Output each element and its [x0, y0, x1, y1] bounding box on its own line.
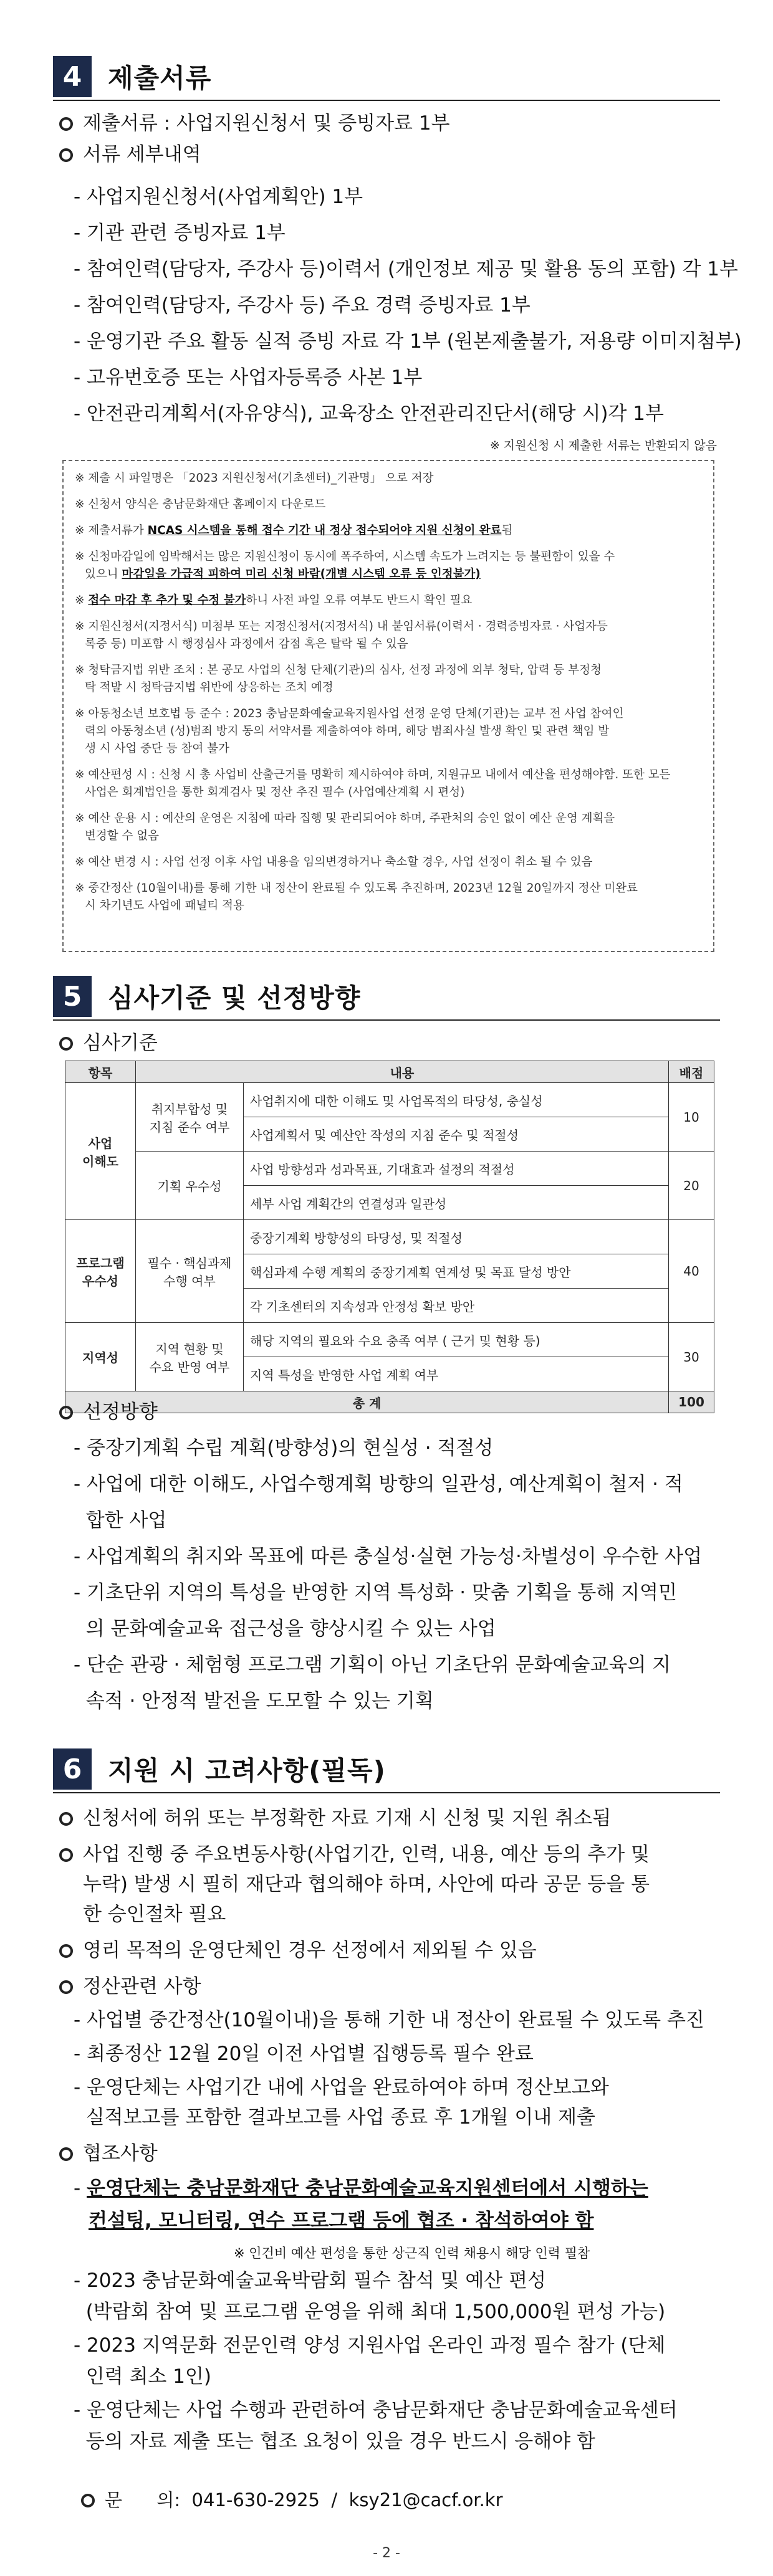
bullet-item: 정산관련 사항	[59, 1974, 201, 1999]
section-6-header	[53, 1748, 386, 1790]
sub-cell: 필수 · 핵심과제 수행 여부	[136, 1220, 244, 1323]
circle-bullet-icon	[59, 2147, 73, 2161]
list-item: - 2023 지역문화 전문인력 양성 지원사업 온라인 과정 필수 참가 (단체	[74, 2334, 666, 2357]
section-4-header	[53, 56, 211, 97]
section-divider	[53, 1019, 720, 1021]
note-line: ※ 중간정산 (10월이내)를 통해 기한 내 정산이 완료될 수 있도록 추진하며, 2023년 12월 20일까지 정산 미완료	[75, 882, 638, 895]
score-cell: 30	[669, 1323, 714, 1391]
list-item: 인력 최소 1인)	[74, 2365, 211, 2388]
circle-bullet-icon	[59, 1406, 73, 1419]
list-item: 합한 사업	[74, 1509, 167, 1532]
section-number: 4	[53, 56, 92, 97]
list-item: - 단순 관광 · 체험형 프로그램 기획이 아닌 기초단위 문화예술교육의 지	[74, 1654, 671, 1676]
section-divider	[53, 100, 720, 101]
list-item: (박람회 참여 및 프로그램 운영을 위해 최대 1,500,000원 편성 가능)	[74, 2301, 666, 2323]
note-line: ※ 지원신청서(지정서식) 미첨부 또는 지정신청서(지정서식) 내 붙임서류(이력서 · 경력증빙자료 · 사업자등	[75, 620, 608, 633]
sub-cell: 기획 우수성	[136, 1152, 244, 1220]
list-item: 컨설팅, 모니터링, 연수 프로그램 등에 협조 · 참석하여야 함	[89, 2210, 594, 2232]
notes-box	[62, 460, 714, 952]
list-item: - 운영단체는 사업기간 내에 사업을 완료하여야 하며 정산보고와	[74, 2076, 609, 2099]
bullet-item: 신청서에 허위 또는 부정확한 자료 기재 시 신청 및 지원 취소됨	[59, 1806, 611, 1831]
bullet-item: 영리 목적의 운영단체인 경우 선정에서 제외될 수 있음	[59, 1938, 537, 1963]
list-item: - 운영단체는 충남문화재단 충남문화예술교육지원센터에서 시행하는	[74, 2177, 648, 2200]
note-line: ※ 신청마감일에 임박해서는 많은 지원신청이 동시에 폭주하여, 시스템 속도가 느려지는 등 불편함이 있을 수	[75, 550, 615, 563]
circle-bullet-icon	[59, 1037, 73, 1051]
circle-bullet-icon	[81, 2494, 95, 2507]
contact-line: 문 의: 041-630-2925 / ksy21@cacf.or.kr	[81, 2488, 503, 2512]
list-item: - 기초단위 지역의 특성을 반영한 지역 특성화 · 맞춤 기획을 통해 지역민	[74, 1581, 677, 1604]
note-line: ※ 예산 변경 시 : 사업 선정 이후 사업 내용을 임의변경하거나 축소할 경우, 사업 선정이 취소 될 수 있음	[75, 856, 593, 869]
bullet-item-cont: 누락) 발생 시 필히 재단과 협의해야 하며, 사안에 따라 공문 등을 통	[83, 1873, 650, 1896]
note-line: 생 시 사업 중단 등 참여 불가	[85, 742, 229, 755]
list-item: - 운영단체는 사업 수행과 관련하여 충남문화재단 충남문화예술교육센터	[74, 2399, 678, 2421]
list-item: - 참여인력(담당자, 주강사 등) 주요 경력 증빙자료 1부	[74, 294, 531, 317]
bullet-item: 선정방향	[59, 1400, 158, 1424]
bullet-item: 심사기준	[59, 1031, 158, 1056]
table-total-row	[65, 1391, 714, 1413]
note-line: ※ 신청서 양식은 충남문화재단 홈페이지 다운로드	[75, 498, 326, 511]
bullet-item: 사업 진행 중 주요변동사항(사업기간, 인력, 내용, 예산 등의 추가 및	[59, 1842, 650, 1867]
list-item: 속적 · 안정적 발전을 도모할 수 있는 기획	[74, 1690, 434, 1712]
list-item: - 사업별 중간정산(10월이내)을 통해 기한 내 정산이 완료될 수 있도록 추진	[74, 2009, 704, 2031]
list-note: ※ 인건비 예산 편성을 통한 상근직 인력 채용시 해당 인력 필참	[234, 2246, 590, 2261]
list-item: 의 문화예술교육 접근성을 향상시킬 수 있는 사업	[74, 1618, 496, 1640]
circle-bullet-icon	[59, 1848, 73, 1862]
score-cell: 20	[669, 1152, 714, 1220]
bullet-item: 협조사항	[59, 2141, 158, 2166]
circle-bullet-icon	[59, 117, 73, 131]
note-line: 탁 적발 시 청탁금지법 위반에 상응하는 조치 예정	[85, 681, 334, 694]
note-line: ※ 예산편성 시 : 신청 시 총 사업비 산출근거를 명확히 제시하여야 하며, 지원규모 내에서 예산을 편성해야함. 또한 모든	[75, 768, 671, 781]
column-header: 배점	[669, 1061, 714, 1083]
list-item: - 최종정산 12월 20일 이전 사업별 집행등록 필수 완료	[74, 2043, 534, 2065]
section-5-header	[53, 976, 360, 1017]
list-item: - 안전관리계획서(자유양식), 교육장소 안전관리진단서(해당 시)각 1부	[74, 403, 664, 425]
list-item: - 참여인력(담당자, 주강사 등)이력서 (개인정보 제공 및 활용 동의 포함) 각 1부	[74, 258, 738, 280]
note-line: ※ 예산 운용 시 : 예산의 운영은 지침에 따라 집행 및 관리되어야 하며, 주관처의 승인 없이 예산 운영 계획을	[75, 812, 615, 825]
section-title: 심사기준 및 선정방향	[108, 983, 361, 1013]
item-cell: 사업 방향성과 성과목표, 기대효과 설정의 적절성	[244, 1152, 669, 1186]
list-item: - 운영기관 주요 활동 실적 증빙 자료 각 1부 (원본제출불가, 저용량 이미지첨부)	[74, 330, 742, 353]
table-row	[65, 1323, 714, 1357]
note-line: 시 차기년도 사업에 패널티 적용	[85, 899, 244, 912]
bullet-item: 서류 세부내역	[59, 142, 201, 167]
column-header: 내용	[136, 1061, 669, 1083]
sub-cell: 지역 현황 및 수요 반영 여부	[136, 1323, 244, 1391]
column-header: 항목	[65, 1061, 136, 1083]
list-item: - 중장기계획 수립 계획(방향성)의 현실성 · 적절성	[74, 1437, 494, 1459]
table-row	[65, 1220, 714, 1254]
note-line: 록증 등) 미포함 시 행정심사 과정에서 감점 혹은 탈락 될 수 있음	[85, 637, 408, 651]
section-title: 제출서류	[108, 63, 212, 93]
bullet-item: 제출서류 : 사업지원신청서 및 증빙자료 1부	[59, 111, 450, 136]
list-item: - 기관 관련 증빙자료 1부	[74, 222, 286, 244]
note-line: 력의 아동청소년 (성)범죄 방지 동의 서약서를 제출하여야 하며, 해당 범죄사실 발생 확인 및 관련 책임 발	[85, 725, 610, 738]
group-cell: 지역성	[65, 1323, 136, 1391]
item-cell: 사업계획서 및 예산안 작성의 지침 준수 및 적절성	[244, 1117, 669, 1152]
note-line: 변경할 수 없음	[85, 829, 159, 842]
return-note: ※ 지원신청 시 제출한 서류는 반환되지 않음	[489, 439, 717, 452]
note-line: 있으니 마감일을 가급적 피하여 미리 신청 바람(개별 시스템 오류 등 인정불가)	[85, 568, 481, 581]
total-label: 총 계	[65, 1391, 669, 1413]
score-cell: 10	[669, 1083, 714, 1152]
list-item: - 사업에 대한 이해도, 사업수행계획 방향의 일관성, 예산계획이 철저 · 적	[74, 1473, 683, 1496]
list-item: 등의 자료 제출 또는 협조 요청이 있을 경우 반드시 응해야 함	[74, 2430, 595, 2453]
list-item: - 사업계획의 취지와 목표에 따른 충실성·실현 가능성·차별성이 우수한 사업	[74, 1545, 703, 1568]
circle-bullet-icon	[59, 1812, 73, 1826]
criteria-table	[65, 1061, 714, 1413]
list-item: 실적보고를 포함한 결과보고를 사업 종료 후 1개월 이내 제출	[74, 2106, 595, 2129]
item-cell: 각 기초센터의 지속성과 안정성 확보 방안	[244, 1289, 669, 1323]
table-row	[65, 1152, 714, 1186]
section-number: 5	[53, 976, 92, 1017]
note-line: 사업은 회계법인을 통한 회계검사 및 정산 추진 필수 (사업예산계획 시 편성)	[85, 786, 465, 799]
table-header-row	[65, 1061, 714, 1083]
circle-bullet-icon	[59, 1980, 73, 1994]
note-line: ※ 제출서류가 NCAS 시스템을 통해 접수 기간 내 정상 접수되어야 지원 신청이 완료됨	[75, 524, 513, 537]
circle-bullet-icon	[59, 1944, 73, 1958]
note-line: ※ 접수 마감 후 추가 및 수정 불가하니 사전 파일 오류 여부도 반드시 확인 필요	[75, 594, 473, 607]
item-cell: 해당 지역의 필요와 수요 충족 여부 ( 근거 및 현황 등)	[244, 1323, 669, 1357]
item-cell: 사업취지에 대한 이해도 및 사업목적의 타당성, 충실성	[244, 1083, 669, 1117]
section-number: 6	[53, 1748, 92, 1790]
item-cell: 세부 사업 계획간의 연결성과 일관성	[244, 1186, 669, 1220]
page-number: - 2 -	[373, 2545, 400, 2561]
item-cell: 핵심과제 수행 계획의 중장기계획 연계성 및 목표 달성 방안	[244, 1254, 669, 1289]
circle-bullet-icon	[59, 148, 73, 162]
list-item: - 2023 충남문화예술교육박람회 필수 참석 및 예산 편성	[74, 2269, 546, 2292]
group-cell: 프로그램 우수성	[65, 1220, 136, 1323]
score-cell: 40	[669, 1220, 714, 1323]
section-divider	[53, 1792, 720, 1793]
note-line: ※ 아동청소년 보호법 등 준수 : 2023 충남문화예술교육지원사업 선정 운영 단체(기관)는 교부 전 사업 참여인	[75, 707, 624, 720]
item-cell: 중장기계획 방향성의 타당성, 및 적절성	[244, 1220, 669, 1254]
group-cell: 사업 이해도	[65, 1083, 136, 1220]
table-row	[65, 1083, 714, 1117]
bullet-item-cont: 한 승인절차 필요	[83, 1903, 226, 1925]
item-cell: 지역 특성을 반영한 사업 계획 여부	[244, 1357, 669, 1391]
note-line: ※ 청탁금지법 위반 조치 : 본 공모 사업의 신청 단체(기관)의 심사, 선정 과정에 외부 청탁, 압력 등 부정청	[75, 664, 602, 677]
note-line: ※ 제출 시 파일명은 「2023 지원신청서(기초센터)_기관명」 으로 저장	[75, 472, 434, 485]
sub-cell: 취지부합성 및 지침 준수 여부	[136, 1083, 244, 1152]
list-item: - 사업지원신청서(사업계획안) 1부	[74, 186, 363, 208]
list-item: - 고유번호증 또는 사업자등록증 사본 1부	[74, 366, 423, 389]
section-title: 지원 시 고려사항(필독)	[108, 1755, 386, 1786]
total-score: 100	[669, 1391, 714, 1413]
